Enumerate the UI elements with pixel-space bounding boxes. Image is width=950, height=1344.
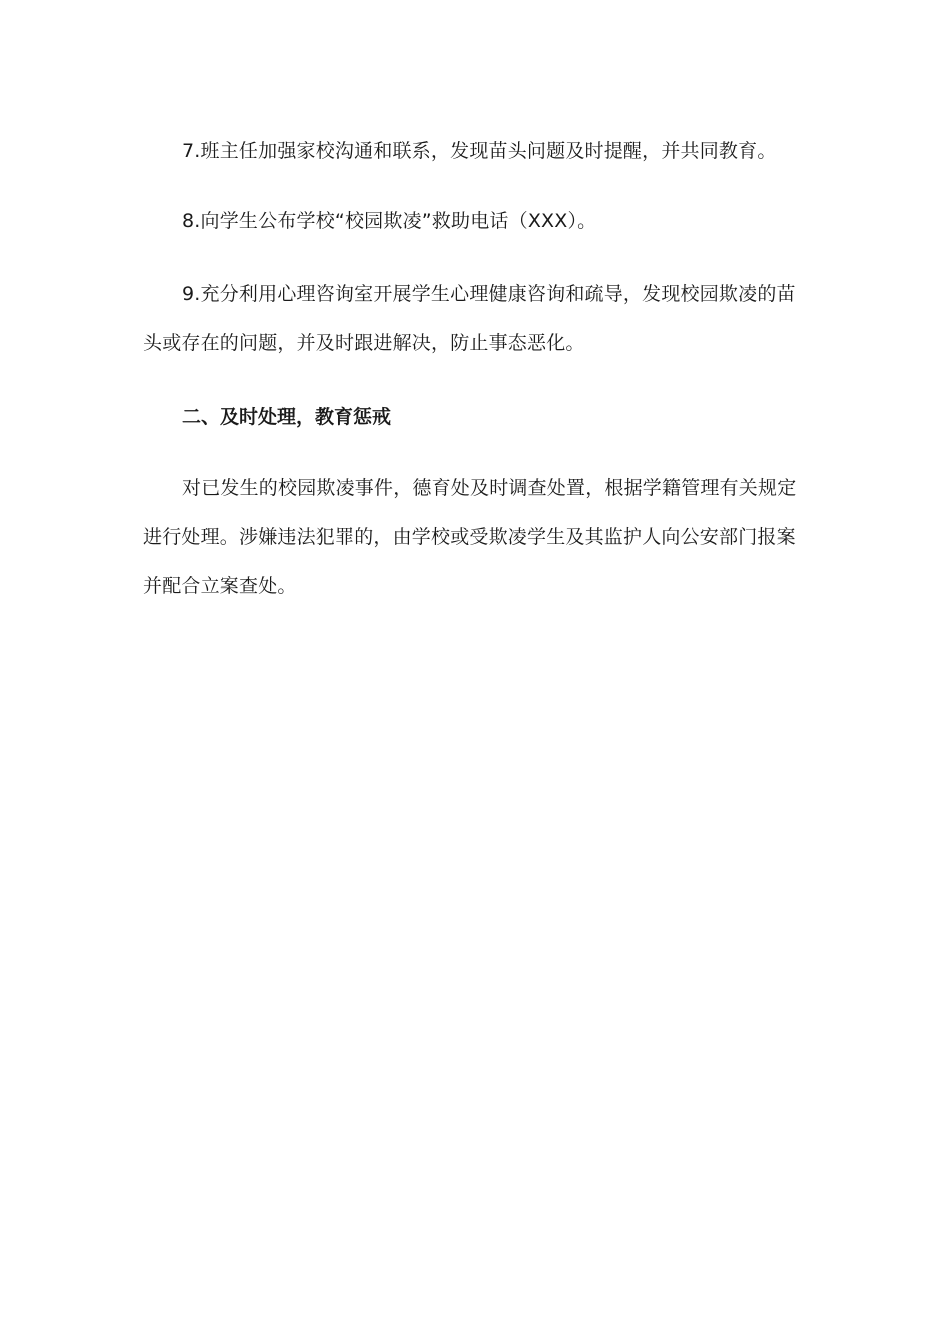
- paragraph-item-8: 8.向学生公布学校“校园欺凌”救助电话（XXX）。: [182, 210, 597, 232]
- paragraph-handling: [143, 464, 803, 611]
- section-heading: 二、及时处理，教育惩戒: [182, 406, 392, 428]
- paragraph-item-7: 7.班主任加强家校沟通和联系，发现苗头问题及时提醒，并共同教育。: [182, 140, 777, 162]
- paragraph-line: 进行处理。涉嫌违法犯罪的，由学校或受欺凌学生及其监护人向公安部门报案: [143, 526, 796, 548]
- paragraph-line: 9.充分利用心理咨询室开展学生心理健康咨询和疏导，发现校园欺凌的苗: [182, 283, 796, 305]
- paragraph-item-9: [143, 270, 803, 368]
- paragraph-line: 并配合立案查处。: [143, 575, 297, 597]
- paragraph-line: 对已发生的校园欺凌事件，德育处及时调查处置，根据学籍管理有关规定: [182, 477, 797, 499]
- paragraph-line: 头或存在的问题，并及时跟进解决，防止事态恶化。: [143, 332, 585, 354]
